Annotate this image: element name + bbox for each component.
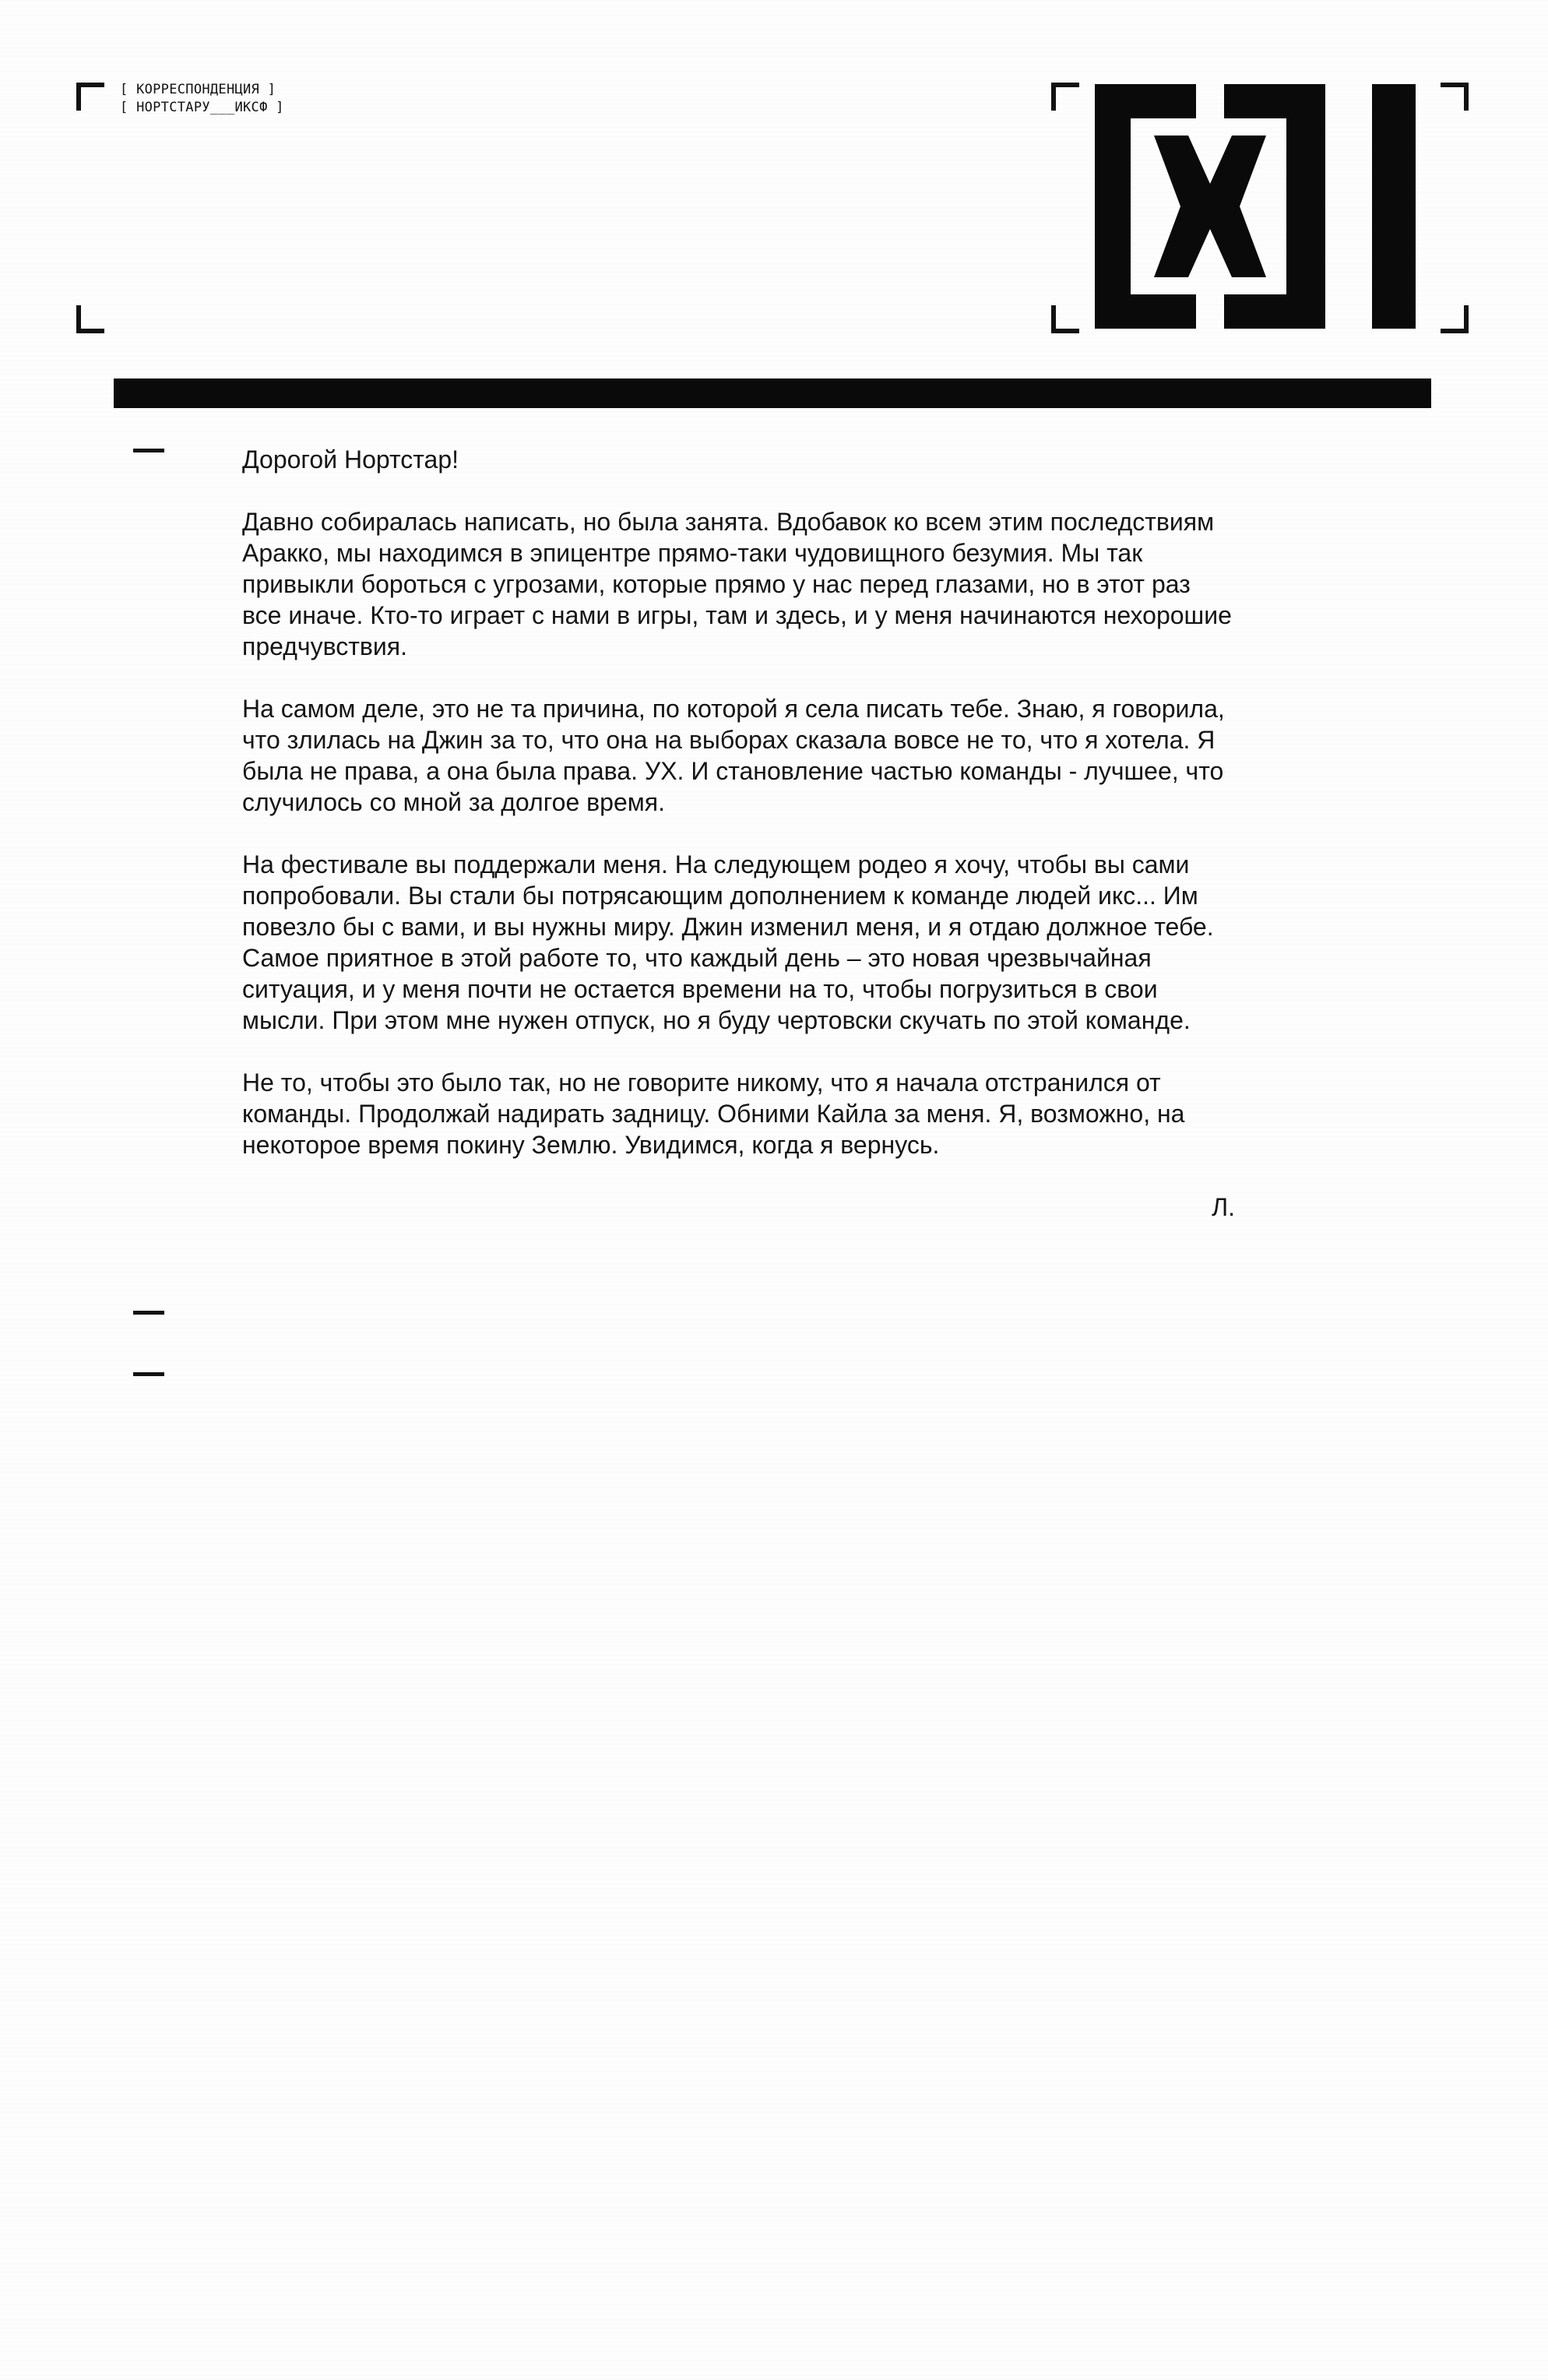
letter-paragraph-4: Не то, чтобы это было так, но не говорите никому, что я начала отстранился от команды. Продолжай надирать задницу. Обними Кайла за меня. Я, возможно, на некоторое время покину Землю. Увидимся, когда я вернусь. <box>242 1069 1185 1159</box>
margin-dash-bottom <box>133 1372 164 1376</box>
bracket-corner-logo-bottom-left <box>1051 305 1079 333</box>
bracket-corner-top-left <box>76 83 104 111</box>
x-factor-logo-icon <box>1093 81 1420 330</box>
margin-dash-middle <box>133 1311 164 1315</box>
bracket-corner-logo-top-left <box>1051 83 1079 111</box>
tag-correspondence: [ КОРРЕСПОНДЕНЦИЯ ] <box>120 82 276 97</box>
letter-paragraph-2: На самом деле, это не та причина, по которой я села писать тебе. Знаю, я говорила, что злилась на Джин за то, что она на выборах сказала вовсе не то, что я хотела. Я была не права, а она была права. УХ. И становление частью команды - лучшее, что случилось со мной за долгое время. <box>242 695 1225 816</box>
letter-paragraph-1: Давно собиралась написать, но была занята. Вдобавок ко всем этим последствиям Аракко, мы находимся в эпицентре прямо-таки чудовищного безумия. Мы так привыкли бороться с угрозами, которые прямо у нас перед глазами, но в этот раз все иначе. Кто-то играет с нами в игры, там и здесь, и у меня начинаются нехорошие предчувствия. <box>242 508 1232 660</box>
tag-recipient: [ НОРТСТАРУ___ИКСФ ] <box>120 100 284 115</box>
header-divider-bar <box>114 378 1431 408</box>
letter-signature: Л. <box>1212 1193 1235 1221</box>
letter-body <box>242 444 1235 1223</box>
margin-dash-top <box>133 449 164 452</box>
bracket-corner-bottom-left <box>76 305 104 333</box>
letter-greeting: Дорогой Нортстар! <box>242 445 459 474</box>
letter-paragraph-3: На фестивале вы поддержали меня. На следующем родео я хочу, чтобы вы сами попробовали. Вы стали бы потрясающим дополнением к команде людей икс... Им повезло бы с вами, и вы нужны миру. Джин изменил меня, и я отдаю должное тебе. Самое приятное в этой работе то, что каждый день – это новая чрезвычайная ситуация, и у меня почти не остается времени на то, чтобы погрузиться в свои мысли. При этом мне нужен отпуск, но я буду чертовски скучать по этой команде. <box>242 850 1214 1034</box>
bracket-corner-logo-bottom-right <box>1441 305 1469 333</box>
bracket-corner-logo-top-right <box>1441 83 1469 111</box>
correspondence-tags <box>120 81 284 117</box>
